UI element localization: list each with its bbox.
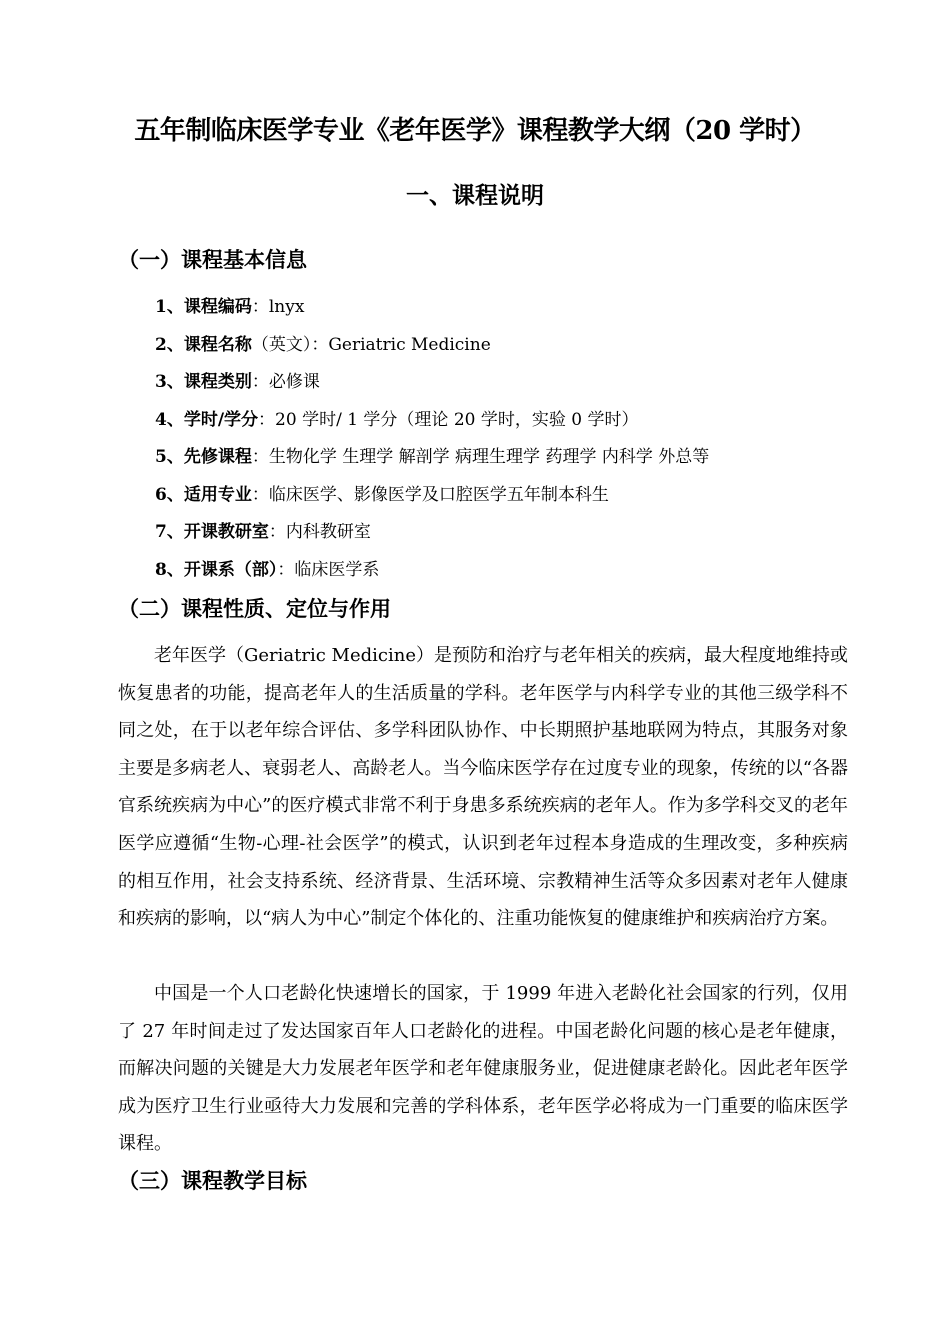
basic-info-list <box>155 292 709 592</box>
info-key: 5、先修课程 <box>155 447 252 467</box>
info-item-teaching-office <box>155 517 709 555</box>
paragraph-aging-background: 中国是一个人口老龄化快速增长的国家，于 1999 年进入老龄化社会国家的行列，仅用了 27 年时间走过了发达国家百年人口老龄化的进程。中国老龄化问题的核心是老年健康，而解决问题的关键是大力发展老年医学和老年健康服务业，促进健康老龄化。因此老年医学成为医疗卫生行业亟待大力发展和完善的学科体系，老年医学必将成为一门重要的临床医学课程。 <box>118 983 848 1155</box>
info-item-course-code <box>155 292 709 330</box>
info-item-prerequisites <box>155 442 709 480</box>
info-key: 8、开课系（部） <box>155 559 278 580</box>
info-key: 7、开课教研室 <box>155 522 269 542</box>
info-value: ：临床医学、影像医学及口腔医学五年制本科生 <box>251 484 609 505</box>
paragraph-course-nature: 老年医学（Geriatric Medicine）是预防和治疗与老年相关的疾病，最大程度地维持或恢复患者的功能，提高老年人的生活质量的学科。老年医学与内科学专业的其他三级学科不同之处，在于以老年综合评估、多学科团队协作、中长期照护基地联网为特点，其服务对象主要是多病老人、衰弱老人、高龄老人。当今临床医学存在过度专业的现象，传统的以“各器官系统疾病为中心”的医疗模式非常不利于身患多系统疾病的老年人。作为多学科交叉的老年医学应遵循“生物-心理-社会医学”的模式，认识到老年过程本身造成的生理改变，多种疾病的相互作用，社会支持系统、经济背景、生活环境、宗教精神生活等众多因素对老年人健康和疾病的影响，以“病人为中心”制定个体化的、注重功能恢复的健康维护和疾病治疗方案。 <box>118 645 848 930</box>
info-value: ：必修课 <box>251 372 320 392</box>
heading-teaching-goals: （三）课程教学目标 <box>118 1168 307 1193</box>
section-title-course-description: 一、课程说明 <box>406 182 544 209</box>
info-key: 4、学时/学分 <box>155 409 259 430</box>
document-title: 五年制临床医学专业《老年医学》课程教学大纲（20 学时） <box>134 116 816 146</box>
info-value: ：内科教研室 <box>268 522 371 542</box>
info-item-course-name <box>155 330 709 368</box>
info-value: ：临床医学系 <box>277 559 380 580</box>
info-item-department <box>155 555 709 593</box>
info-item-course-category <box>155 367 709 405</box>
heading-basic-info: （一）课程基本信息 <box>118 247 307 272</box>
info-item-applicable-majors <box>155 480 709 518</box>
info-item-hours-credits <box>155 405 709 443</box>
info-value: ：lnyx <box>251 297 305 317</box>
info-key: 1、课程编码 <box>155 297 252 317</box>
info-key: 6、适用专业 <box>155 484 252 505</box>
info-value: （英文）：Geriatric Medicine <box>251 334 491 355</box>
info-value: ：20 学时/ 1 学分（理论 20 学时，实验 0 学时） <box>258 409 639 430</box>
info-value: ：生物化学 生理学 解剖学 病理生理学 药理学 内科学 外总等 <box>251 447 710 467</box>
info-key: 3、课程类别 <box>155 372 252 392</box>
heading-course-nature: （二）课程性质、定位与作用 <box>118 596 391 621</box>
info-key: 2、课程名称 <box>155 334 252 355</box>
